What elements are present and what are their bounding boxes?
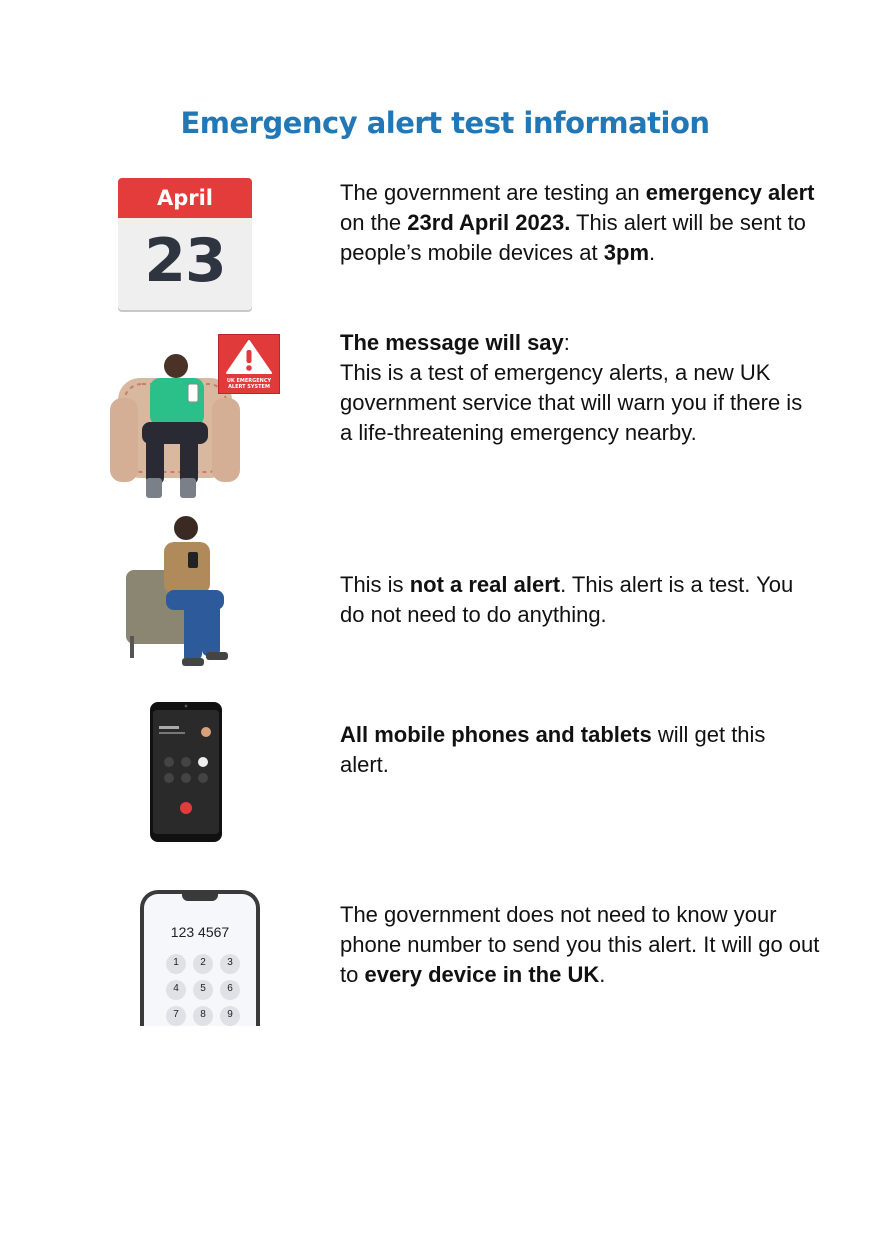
woman-on-chair-illustration — [126, 514, 238, 674]
text-run: : — [563, 330, 570, 355]
phone-dial-pad-illustration — [140, 890, 260, 1026]
text-run: The government are testing an — [340, 180, 646, 205]
text-run: . This alert is a test. You do not need to do anything. — [340, 572, 794, 627]
section-text-5 — [340, 900, 820, 990]
section-text-2 — [340, 328, 820, 448]
text-run: This is a test of emergency alerts, a new UK government service that will warn you if there is a life-threatening emergency nearby. — [340, 360, 803, 445]
dial-key: 6 — [220, 980, 240, 1000]
dial-key: 5 — [193, 980, 213, 1000]
text-run: will get this alert. — [340, 722, 766, 777]
calendar-month: April — [118, 178, 252, 218]
bold-text-run: All mobile phones and tablets — [340, 722, 652, 747]
dial-key: 2 — [193, 954, 213, 974]
warning-triangle-icon — [219, 337, 279, 377]
dial-key: 4 — [166, 980, 186, 1000]
section-text-3 — [340, 570, 820, 630]
text-run: This alert will be sent to people’s mobile devices at — [340, 210, 806, 265]
bold-text-run: not a real alert — [409, 572, 561, 597]
mobile-phone-call-screen-illustration — [150, 702, 222, 842]
dial-key: 8 — [193, 1006, 213, 1026]
bold-text-run: every device in the UK — [364, 962, 600, 987]
text-run: . — [599, 962, 606, 987]
text-run: The government does not need to know your phone number to send you this alert. It will go out to — [340, 902, 820, 987]
dial-key: 9 — [220, 1006, 240, 1026]
calendar-day: 23 — [144, 226, 226, 296]
dialed-number: 123 4567 — [170, 924, 230, 940]
uk-emergency-alert-badge — [218, 334, 280, 394]
page-title: Emergency alert test information — [180, 106, 710, 140]
section-text-4 — [340, 720, 820, 780]
text-run: on the — [340, 210, 408, 235]
phone-notch — [182, 893, 218, 901]
calendar-icon — [118, 178, 252, 310]
dial-key: 3 — [220, 954, 240, 974]
bold-text-run: The message will say — [340, 330, 564, 355]
section-text-1 — [340, 178, 820, 268]
text-run: . — [649, 240, 656, 265]
dial-key: 7 — [166, 1006, 186, 1026]
badge-label: UK EMERGENCY ALERT SYSTEM — [226, 378, 272, 390]
bold-text-run: 3pm — [603, 240, 650, 265]
bold-text-run: 23rd April 2023. — [407, 210, 571, 235]
text-run: This is — [340, 572, 410, 597]
dial-key: 1 — [166, 954, 186, 974]
bold-text-run: emergency alert — [645, 180, 815, 205]
